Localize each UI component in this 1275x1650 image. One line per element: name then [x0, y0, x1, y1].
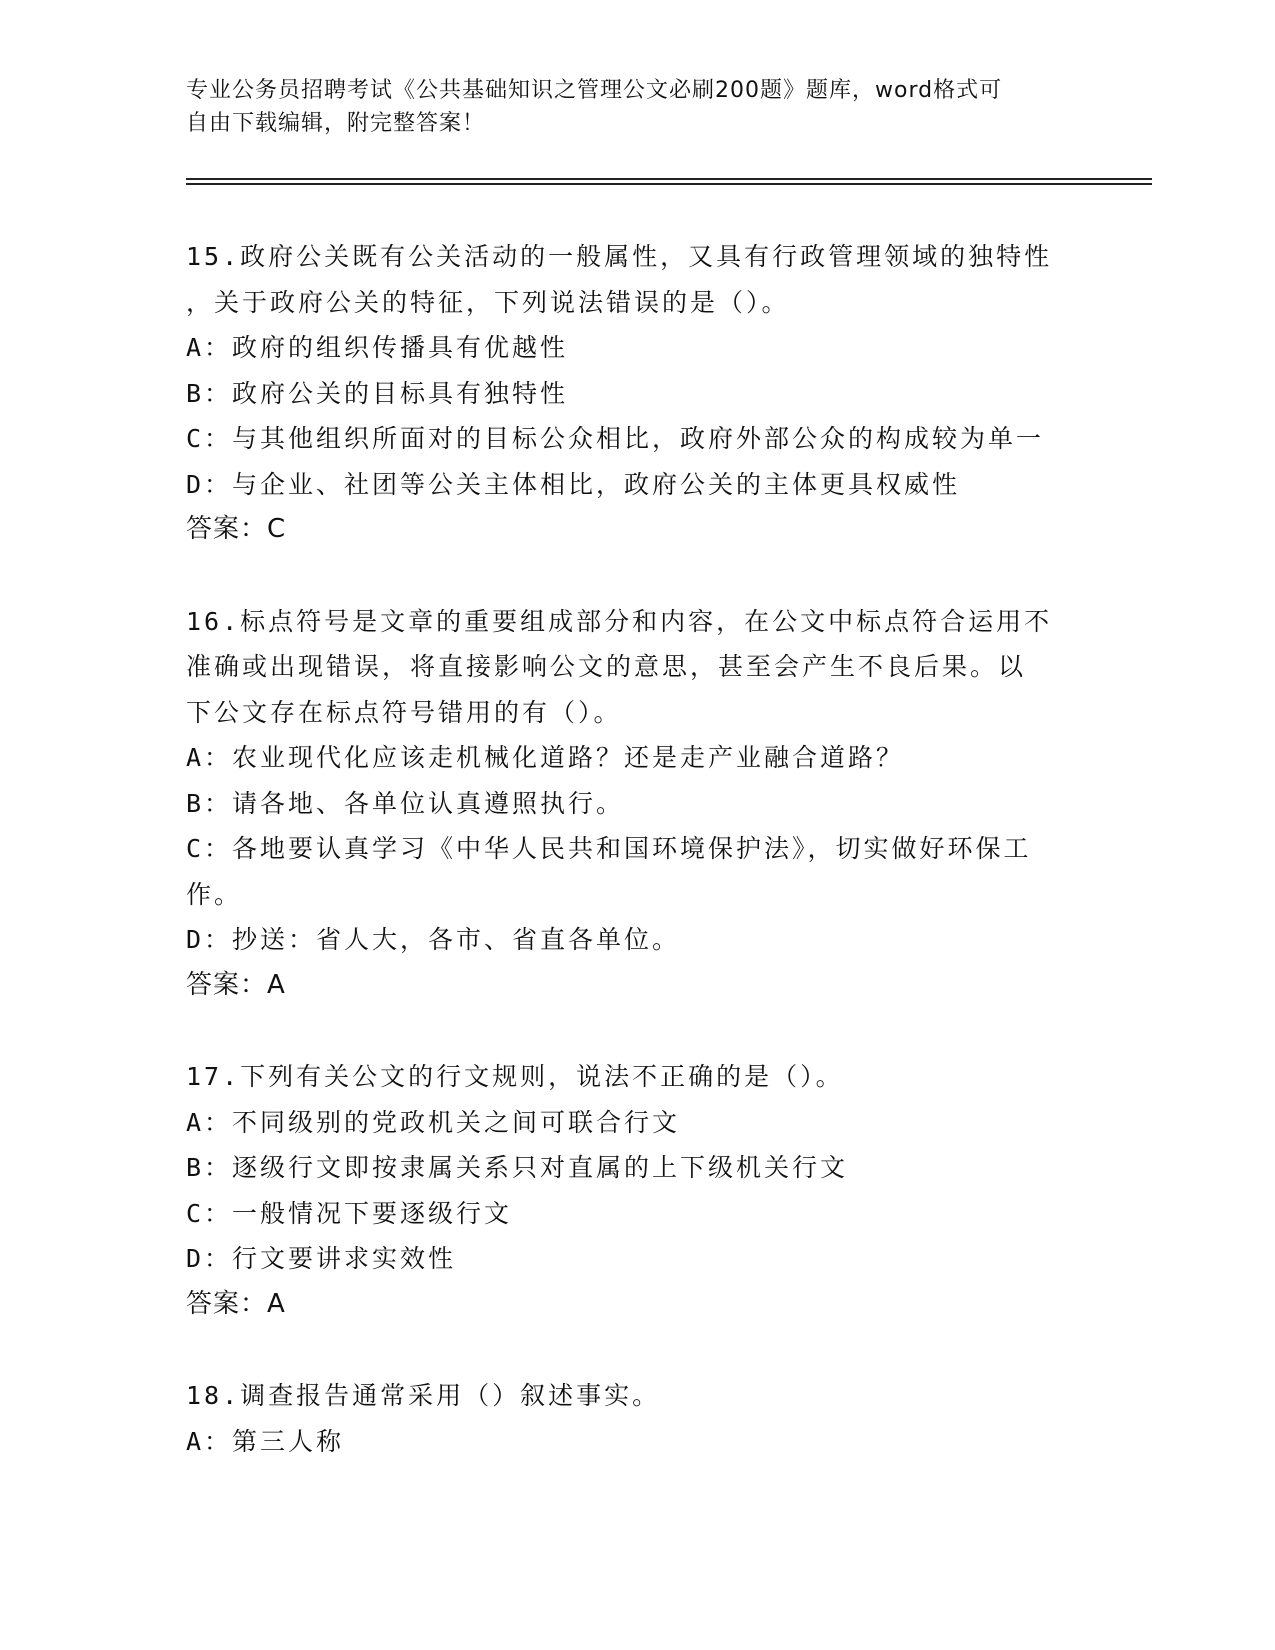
question-18	[186, 1373, 1086, 1464]
option-a: A：农业现代化应该走机械化道路？还是走产业融合道路？	[186, 743, 905, 772]
option-b: B：逐级行文即按隶属关系只对直属的上下级机关行文	[186, 1153, 849, 1182]
question-stem-line: 17.下列有关公文的行文规则，说法不正确的是（）。	[186, 1062, 844, 1091]
question-17	[186, 1054, 1086, 1327]
question-stem-line: 18.调查报告通常采用（）叙述事实。	[186, 1381, 661, 1410]
header-line-2: 自由下载编辑，附完整答案！	[186, 111, 486, 136]
question-stem-line: ，关于政府公关的特征，下列说法错误的是（）。	[186, 287, 790, 317]
option-a: A：政府的组织传播具有优越性	[186, 333, 569, 362]
question-stem-line: 16.标点符号是文章的重要组成部分和内容，在公文中标点符合运用不	[186, 606, 1053, 636]
option-d: D：行文要讲求实效性	[186, 1244, 457, 1273]
option-c: C：与其他组织所面对的目标公众相比，政府外部公众的构成较为单一	[186, 424, 1045, 453]
header-line-1: 专业公务员招聘考试《公共基础知识之管理公文必刷200题》题库，word格式可	[186, 78, 1003, 103]
option-d: D：抄送：省人大，各市、省直各单位。	[186, 925, 681, 954]
question-16	[186, 599, 1086, 1009]
option-b: B：请各地、各单位认真遵照执行。	[186, 788, 625, 818]
answer-label: 答案：A	[186, 1288, 286, 1319]
answer-label: 答案：A	[186, 969, 286, 1000]
question-stem-line: 下公文存在标点符号错用的有（）。	[186, 697, 622, 727]
option-c-continued: 作。	[186, 879, 243, 909]
option-c: C：各地要认真学习《中华人民共和国环境保护法》，切实做好环保工	[186, 834, 1032, 863]
header-rule-top	[186, 178, 1152, 180]
option-d: D：与企业、社团等公关主体相比，政府公关的主体更具权威性	[186, 469, 961, 499]
question-15	[186, 234, 1086, 553]
header-rule-bottom	[186, 183, 1152, 185]
option-c: C：一般情况下要逐级行文	[186, 1198, 513, 1228]
question-list	[186, 234, 1086, 1510]
option-b: B：政府公关的目标具有独特性	[186, 378, 569, 408]
option-a: A：不同级别的党政机关之间可联合行文	[186, 1107, 681, 1137]
question-stem-line: 15.政府公关既有公关活动的一般属性，又具有行政管理领域的独特性	[186, 242, 1053, 271]
answer-label: 答案：C	[186, 514, 287, 544]
option-a: A：第三人称	[186, 1426, 345, 1456]
document-header	[186, 74, 1086, 140]
question-stem-line: 准确或出现错误，将直接影响公文的意思，甚至会产生不良后果。以	[186, 652, 1027, 681]
